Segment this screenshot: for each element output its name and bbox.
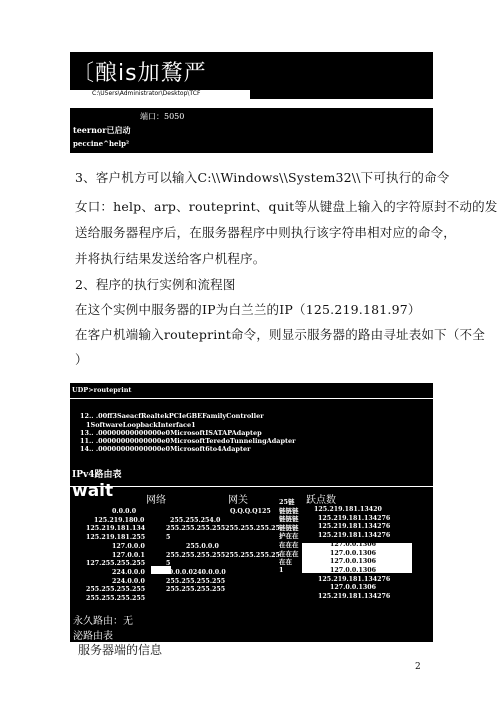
- table-cell: 链链链: [279, 506, 299, 515]
- table-cell: 链链链: [279, 523, 299, 532]
- table-cell: 125.219.181.134276: [318, 532, 391, 540]
- table-cell: 在在: [279, 558, 292, 567]
- section-heading: 2、程序的执行实例和流程图: [75, 277, 236, 292]
- figure-caption: 服务器端的信息: [78, 643, 163, 657]
- port-line: 端口：5050: [140, 112, 185, 121]
- interface-line: 13.. .00000000000000e0MicrosoftISATAPAdaptep: [80, 429, 262, 437]
- table-cell: 240.0.0.0240.0.0.0: [160, 568, 226, 576]
- table-cell: 255.255.254.0: [170, 516, 221, 524]
- table-cell: 127.0.0.1306: [330, 540, 377, 548]
- separator: [70, 398, 433, 399]
- table-cell: 5: [166, 534, 171, 542]
- table-cell: 125.219.180.0: [94, 516, 145, 524]
- page-number: 2: [415, 662, 421, 672]
- table-cell: 127.255.255.255: [86, 560, 146, 568]
- interface-line: 1SoftwareLoopbackInterface1: [86, 421, 196, 429]
- header-metric: 跃点数: [306, 495, 336, 506]
- table-cell: 255.255.255.255: [86, 595, 146, 602]
- table-cell: 5: [166, 560, 171, 568]
- paragraph-routeprint-end: ）: [75, 352, 88, 367]
- table-cell: 0.0.0.0: [112, 508, 137, 515]
- persistent-routes-line: 永久路由：无: [73, 616, 133, 627]
- paragraph-server-ip: 在这个实例中服务器的IP为白兰兰的IP（125.219.181.97）: [75, 302, 421, 317]
- table-cell: 255.255.255.255: [166, 586, 226, 594]
- table-cell: 125.219.181.13420: [314, 506, 382, 513]
- interface-line: 12.. .00ff3SaeacfRealtekPCIeGBEFamilyController: [80, 412, 264, 420]
- interface-line: 14.. .00000000000000e0Microsoft6to4Adapter: [80, 445, 251, 453]
- route-print-command: UDP>routeprint: [72, 386, 132, 394]
- interface-line: 11.. .00000000000000e0MicrosoftTeredoTunnelingAdapter: [80, 437, 296, 445]
- table-cell: 链链链: [279, 515, 299, 524]
- table-cell: 127.0.0.1306: [330, 566, 377, 574]
- server-started-line: teernor已启动: [73, 125, 131, 135]
- table-cell: 25链: [279, 498, 295, 506]
- paragraph-routeprint: 在客户机端输入routeprint命令，则显示服务器的路由寻址表如下（不全: [75, 327, 485, 342]
- table-cell: 1: [279, 565, 284, 574]
- ipv4-route-table-label: IPv4路由表: [72, 470, 122, 480]
- table-cell: 127.0.0.1: [112, 551, 145, 559]
- table-cell: 255.255.255.255255.255.255.25: [166, 525, 280, 533]
- table-cell: Q.Q.Q.Q125: [230, 508, 271, 515]
- terminal-path: C:\U5ers\Administrator\Desktop\TCF: [92, 90, 201, 97]
- table-cell: 255.255.255.255: [166, 577, 226, 585]
- table-cell: 125.219.181.134: [86, 525, 146, 533]
- table-cell: 在在在: [279, 541, 299, 549]
- wait-label: wait: [72, 481, 114, 501]
- table-cell: 127.0.0.1306: [330, 584, 377, 592]
- table-cell: 127.0.0.1306: [330, 549, 377, 557]
- header-netmask: 网络: [146, 495, 166, 506]
- table-cell: 255.0.0.0: [186, 542, 219, 550]
- table-cell: 125.219.181.134276: [318, 523, 391, 531]
- table-cell: 在在在: [279, 549, 299, 558]
- table-cell: 护在在: [279, 532, 299, 541]
- table-cell: 125.219.181.134276: [318, 514, 391, 522]
- table-cell: 255.255.255.255: [86, 586, 146, 594]
- table-cell: 127.0.0.1306: [330, 558, 377, 566]
- table-cell: 125.219.181.255: [86, 534, 146, 542]
- paragraph-example-1: 女口：help、arp、routeprint、quit等从键盘上输入的字符原封不动的发: [75, 199, 498, 214]
- table-cell: 125.219.181.134276: [318, 593, 391, 600]
- paragraph-example-2: 送给服务器程序后，在服务器程序中则执行该字符串相对应的命令，: [75, 225, 457, 240]
- table-cell: 224.0.0.0: [112, 568, 145, 576]
- input-line: peccine^help²: [73, 139, 130, 148]
- terminal-title: 〔酿is加鶩严: [72, 61, 207, 86]
- table-cell: 255.255.255.255255.255.255.25: [166, 551, 280, 559]
- header-gateway: 网关: [228, 495, 248, 506]
- paragraph-commands: 3、客户机方可以输入C:\\Windows\\System32\\下可执行的命令: [75, 170, 450, 185]
- table-cell: 127.0.0.0: [112, 542, 145, 550]
- paragraph-example-3: 并将执行结果发送给客户机程序。: [75, 251, 266, 266]
- table-cell: 125.219.181.134276: [318, 575, 391, 583]
- route-table-line: 泌路由表: [73, 631, 113, 642]
- table-cell: 224.0.0.0: [112, 577, 145, 585]
